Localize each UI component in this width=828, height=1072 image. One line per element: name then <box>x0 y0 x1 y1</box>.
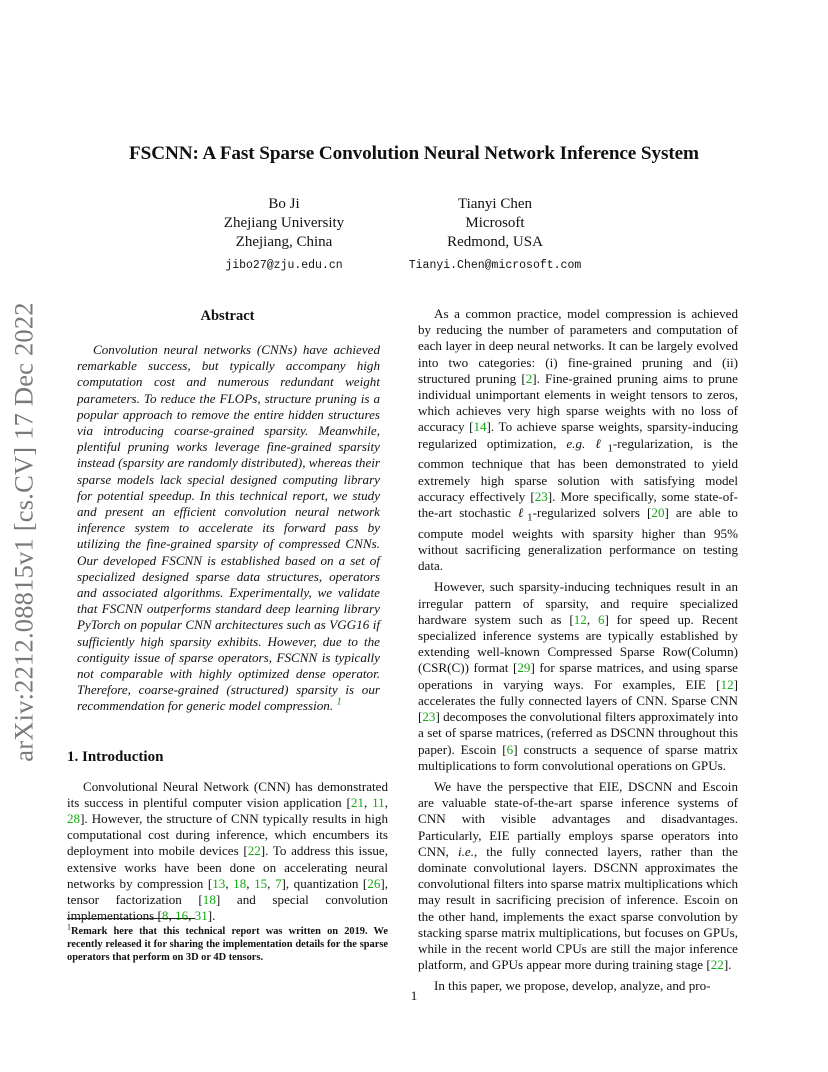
page-number: 1 <box>410 988 418 1003</box>
author-email[interactable]: Tianyi.Chen@microsoft.com <box>408 259 582 272</box>
arxiv-id[interactable]: arXiv:2212.08815v1 [cs.CV] 17 Dec 2022 <box>8 302 39 762</box>
author-block <box>390 195 600 275</box>
section-heading-introduction: 1. Introduction <box>67 748 164 765</box>
citation-link[interactable]: 11 <box>372 794 385 810</box>
body-paragraph: As a common practice, model compression is achieved by reducing the number of parameters and computation of each layer in deep neural networks. It can be largely evolved into two categories: (i) fine-grained pruning and (ii) structured pruning [2]. Fine-grained pruning aims to prune individual unimportant elements in weight tensors to zeros, which achieves very high sparse weights with no loss of accuracy [14]. To achieve sparse weights, sparsity-inducing regularized optimization, e.g. ℓ$_1$-regularization, is the common technique that has been demonstrated to yield extremely high sparse solution with satisfying model accuracy effectively [23]. More specifically, some state-of-the-art stochastic ℓ$_1$-regularized solvers [20] are able to compute model weights with sparsity higher than 95% without sacrificing generalization performance on testing data. <box>418 306 738 574</box>
author-location: Zhejiang, China <box>235 234 333 250</box>
citation-link[interactable]: 8 <box>161 908 169 924</box>
footnote-text: Remark here that this technical report was written on 2019. We recently released it for sharing the implementation details for the sparse operators that perform on 3D or 4D tensors. <box>67 926 388 963</box>
citation-link[interactable]: 14 <box>473 419 487 435</box>
body-paragraph: In this paper, we propose, develop, analyze, and pro- <box>434 978 711 994</box>
citation-link[interactable]: 31 <box>194 908 208 924</box>
abstract-heading: Abstract <box>200 308 255 324</box>
citation-link[interactable]: 2 <box>525 370 533 386</box>
footnote-rule <box>67 918 195 919</box>
author-name: Tianyi Chen <box>457 196 533 212</box>
citation-link[interactable]: 23 <box>422 709 436 725</box>
citation-link[interactable]: 12 <box>720 676 734 692</box>
footnote-marker[interactable]: 1 <box>336 696 342 709</box>
citation-link[interactable]: 23 <box>534 488 548 504</box>
footnote-number: 1 <box>67 922 71 932</box>
citation-link[interactable]: 6 <box>506 741 514 757</box>
citation-link[interactable]: 28 <box>67 811 81 827</box>
citation-link[interactable]: 20 <box>651 505 665 521</box>
paper-title: FSCNN: A Fast Sparse Convolution Neural Network Inference System <box>129 143 699 164</box>
abstract-body <box>77 342 380 715</box>
author-email[interactable]: jibo27@zju.edu.cn <box>225 259 343 272</box>
citation-link[interactable]: 18 <box>233 875 247 891</box>
citation-link[interactable]: 13 <box>212 875 226 891</box>
intro-paragraph: Convolutional Neural Network (CNN) has demonstrated its success in plentiful computer vision application [21, 11, 28]. However, the structure of CNN typically results in high computational cost during inference, which encumbers its deployment into mobile devices [22]. To address this issue, extensive works have been done on accelerating neural networks by compression [13, 18, 15, 7], quantization [26], tensor factorization [18] and special convolution implementations [8, 16, 31]. <box>67 778 389 924</box>
citation-link[interactable]: 6 <box>597 611 605 627</box>
citation-link[interactable]: 7 <box>274 875 282 891</box>
author-affiliation: Microsoft <box>465 215 525 231</box>
left-column <box>67 306 388 925</box>
citation-link[interactable]: 22 <box>710 957 724 973</box>
author-name: Bo Ji <box>268 196 300 212</box>
citation-link[interactable]: 16 <box>175 908 189 924</box>
body-paragraph: We have the perspective that EIE, DSCNN and Escoin are valuable state-of-the-art sparse inference systems of CNN with visible advantages and disadvantages. Particularly, EIE partially employs sparse operators into CNN, i.e., the fully connected layers, rather than the dominate convolutional layers. DSCNN approximates the convolutional filters into sparse matrix multiplications which may result in sacrificing precision of inference. Escoin on the other hand, implements the exact sparse convolution by stacking sparse matrix multiplications, but focuses on GPUs, while in the recent world CPUs are still the major inference platform, and GPUs appear more during training stage [22]. <box>418 778 739 973</box>
author-location: Redmond, USA <box>447 234 543 250</box>
citation-link[interactable]: 18 <box>202 892 216 908</box>
author-affiliation: Zhejiang University <box>223 215 345 231</box>
citation-link[interactable]: 12 <box>573 611 587 627</box>
body-paragraph: However, such sparsity-inducing techniques result in an irregular pattern of sparsity, and require specialized hardware system such as [12, 6] for speed up. Recent specialized inference systems are typically established by extending well-known Compressed Sparse Row(Column) (CSR(C)) format [29] for sparse matrices, and using sparse operations in varying ways. For examples, EIE [12] accelerates the fully connected layers of CNN. Sparse CNN [23] decomposes the convolutional filters approximately into a set of sparse matrices, (referred as DSCNN throughout this paper). Escoin [6] constructs a sequence of sparse matrix multiplications to form convolutional operations on GPUs. <box>418 579 739 773</box>
author-block <box>198 195 370 275</box>
citation-link[interactable]: 26 <box>367 875 381 891</box>
citation-link[interactable]: 21 <box>350 794 365 810</box>
right-column <box>418 306 738 995</box>
citation-link[interactable]: 22 <box>247 843 261 859</box>
citation-link[interactable]: 29 <box>517 660 531 676</box>
abstract-text: Convolution neural networks (CNNs) have achieved remarkable success, but typically accompany high computation cost and numerous redundant weight parameters. To reduce the FLOPs, structure pruning is a popular approach to remove the entire hidden structures via introducing coarse-grained sparsity. Meanwhile, plentiful pruning works leverage fine-grained sparsity instead (sparsity are randomly distributed), whereas their sparse models lack special designed computing library for potential speedup. In this technical report, we study and present an efficient convolution neural network inference system to accelerate its forward pass by utilizing the fine-grained sparsity of compressed CNNs. Our developed FSCNN is established based on a set of specialized designed sparse data structures, operators and associated algorithms. Experimentally, we validate that FSCNN outperforms standard deep learning library PyTorch on popular CNN architectures such as VGG16 if sufficiently high sparsity exhibits. However, due to the contiguity issue of sparse operators, FSCNN is typically not comparable with highly optimized dense operator. Therefore, coarse-grained (structured) sparsity is our recommendation for generic model compression. <box>77 342 380 714</box>
citation-link[interactable]: 15 <box>254 875 268 891</box>
footnote <box>67 922 388 964</box>
